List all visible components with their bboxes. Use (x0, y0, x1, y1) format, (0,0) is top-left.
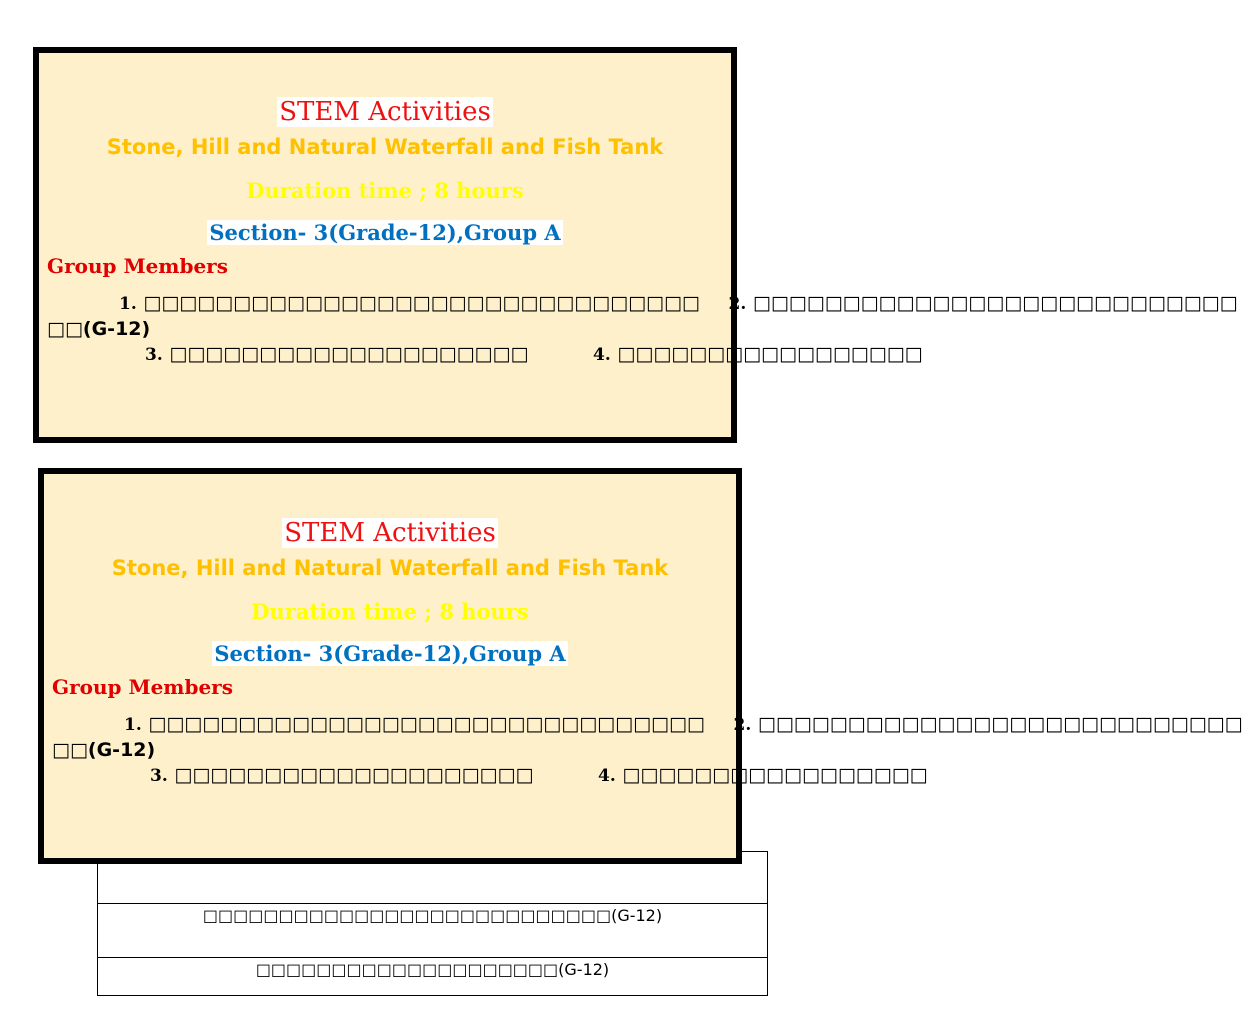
member-number: 1. (124, 715, 142, 735)
member-number: 3. (150, 766, 168, 786)
card-title (39, 97, 731, 127)
members-list (47, 291, 1238, 368)
section-text (44, 641, 736, 666)
members-line-3 (47, 342, 923, 368)
members-line-1 (47, 291, 1238, 317)
members-line-1 (52, 712, 1243, 738)
member-name: □□□□□□□□□□□□□□□□□□□□□□□□□□□ (757, 713, 1243, 735)
member-number: 3. (145, 345, 163, 365)
stem-card-1 (33, 47, 1238, 443)
card-title-text: STEM Activities (284, 518, 496, 548)
table-cell: □□□□□□□□□□□□□□□□□□□□□□□□□□□(G-12) (98, 904, 768, 958)
section-text (39, 220, 731, 245)
members-line-2 (52, 738, 732, 763)
card-subtitle: Stone, Hill and Natural Waterfall and Fish Tank (111, 556, 669, 580)
group-members-label: Group Members (47, 254, 228, 278)
table-row (98, 904, 768, 958)
member-number: 2. (733, 715, 752, 735)
group-members-label: Group Members (52, 675, 233, 699)
member-name-continued: □□(G-12) (52, 739, 156, 761)
member-number: 4. (593, 345, 611, 365)
member-name: □□□□□□□□□□□□□□□□□□□□ (174, 764, 534, 786)
table-cell: □□□□□□□□□□□□□□□□□□□□(G-12) (98, 958, 768, 996)
member-number: 4. (598, 766, 616, 786)
member-name: □□□□□□□□□□□□□□□□□ (617, 343, 923, 365)
member-name: □□□□□□□□□□□□□□□□□□□□□□□□□□□ (752, 292, 1238, 314)
members-list (52, 712, 1243, 789)
member-name: □□□□□□□□□□□□□□□□□□□□□□□□□□□□□□□ (143, 292, 700, 314)
member-number: 1. (119, 294, 137, 314)
table-row (98, 958, 768, 996)
duration-text: Duration time ; 8 hours (251, 599, 529, 624)
stem-card-2 (38, 468, 1243, 864)
member-name: □□□□□□□□□□□□□□□□□□□□□□□□□□□□□□□ (148, 713, 705, 735)
section-text-inner: Section- 3(Grade-12),Group A (209, 220, 561, 245)
section-text-inner: Section- 3(Grade-12),Group A (214, 641, 566, 666)
member-number: 2. (728, 294, 747, 314)
duration-text: Duration time ; 8 hours (246, 178, 524, 203)
members-table (97, 851, 768, 996)
card-title (44, 518, 736, 548)
members-line-3 (52, 763, 928, 789)
card-title-text: STEM Activities (279, 97, 491, 127)
card-subtitle: Stone, Hill and Natural Waterfall and Fish Tank (106, 135, 664, 159)
member-name: □□□□□□□□□□□□□□□□□□□□ (169, 343, 529, 365)
members-line-2 (47, 317, 727, 342)
member-name-continued: □□(G-12) (47, 318, 151, 340)
member-name: □□□□□□□□□□□□□□□□□ (622, 764, 928, 786)
